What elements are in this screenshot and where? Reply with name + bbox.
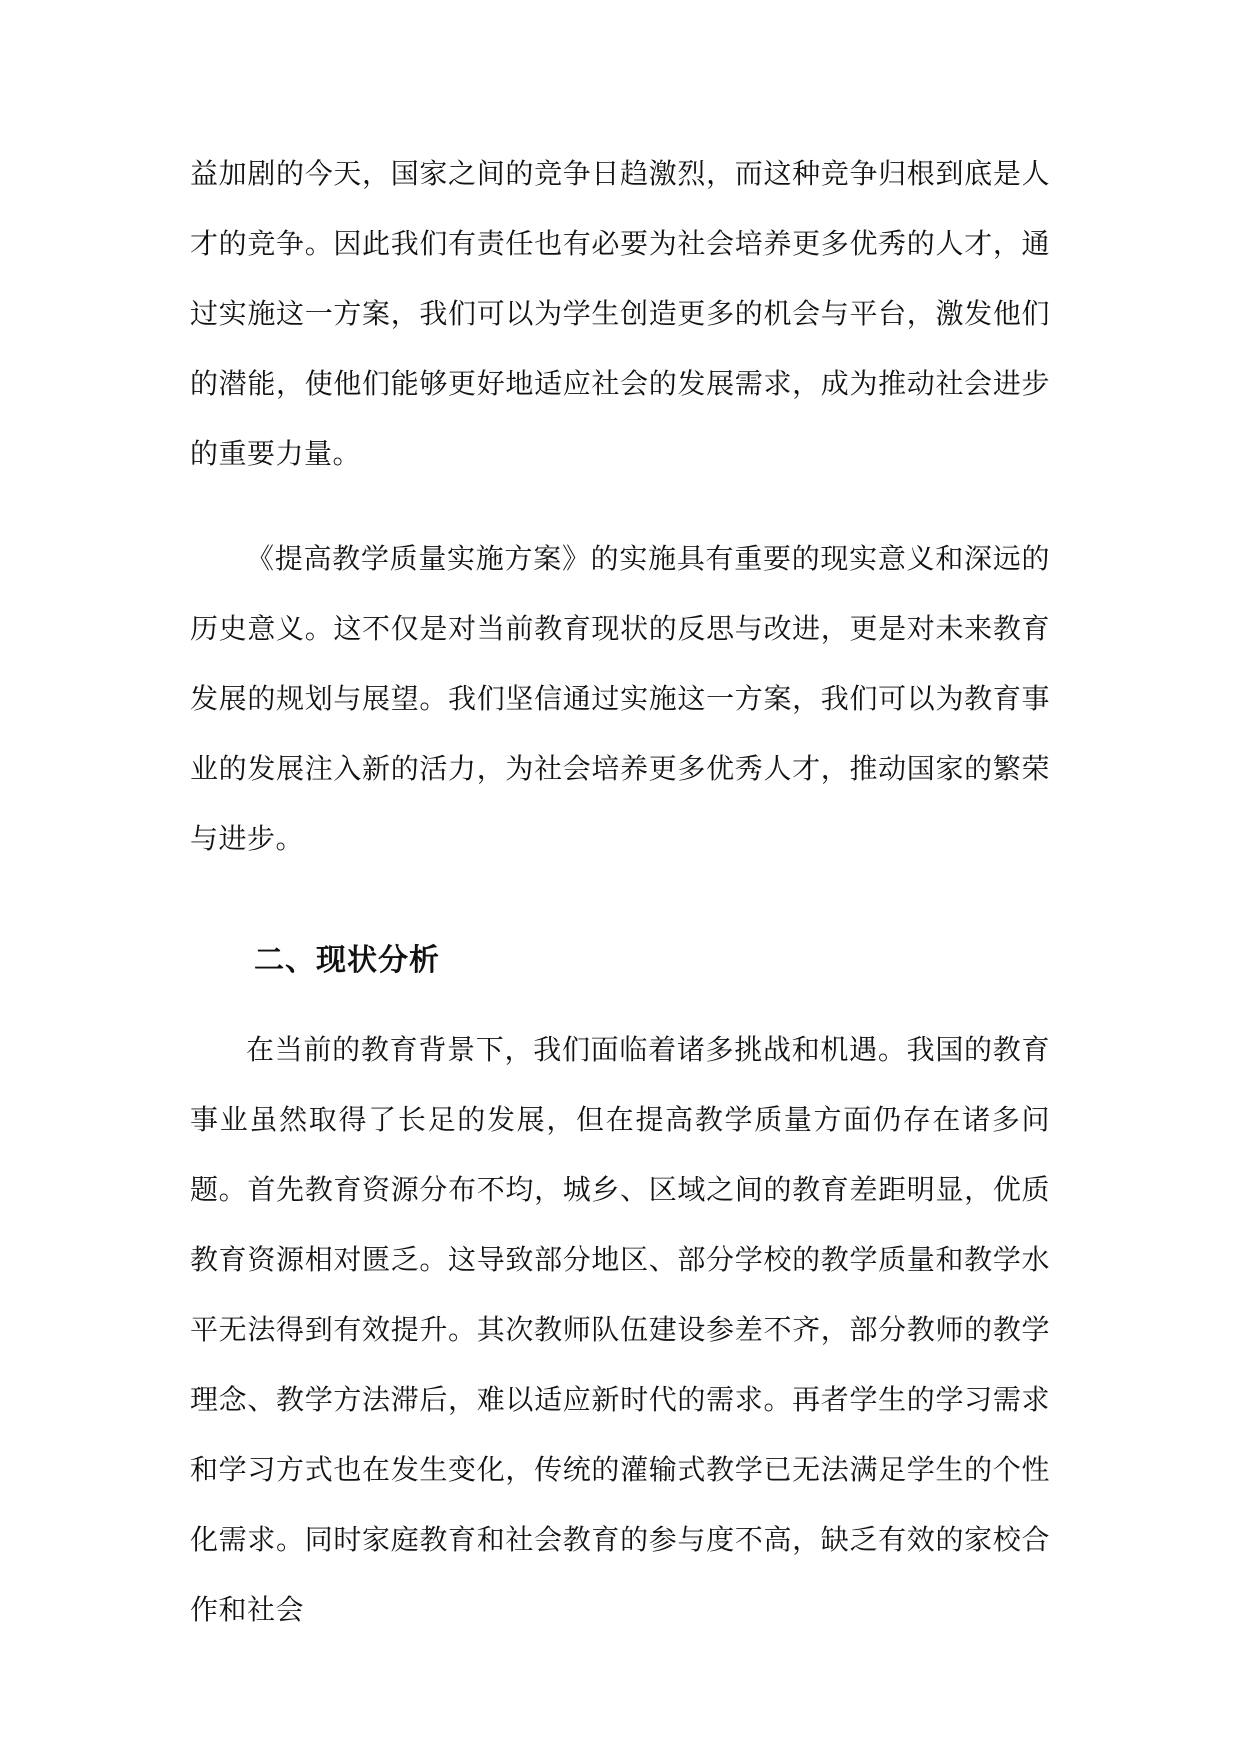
section-heading-status-analysis: 二、现状分析 bbox=[254, 943, 440, 978]
paragraph-continuation: 益加剧的今天，国家之间的竞争日趋激烈，而这种竞争归根到底是人才的竞争。因此我们有责任也有必要为社会培养更多优秀的人才，通过实施这一方案，我们可以为学生创造更多的机会与平台，激发他们的潜能，使他们能够更好地适应社会的发展需求，成为推动社会进步的重要力量。 bbox=[190, 157, 1050, 470]
paragraph-significance: 《提高教学质量实施方案》的实施具有重要的现实意义和深远的历史意义。这不仅是对当前教育现状的反思与改进，更是对未来教育发展的规划与展望。我们坚信通过实施这一方案，我们可以为教育事业的发展注入新的活力，为社会培养更多优秀人才，推动国家的繁荣与进步。 bbox=[190, 542, 1050, 855]
paragraph-status-analysis: 在当前的教育背景下，我们面临着诸多挑战和机遇。我国的教育事业虽然取得了长足的发展，但在提高教学质量方面仍存在诸多问题。首先教育资源分布不均，城乡、区域之间的教育差距明显，优质教育资源相对匮乏。这导致部分地区、部分学校的教学质量和教学水平无法得到有效提升。其次教师队伍建设参差不齐，部分教师的教学理念、教学方法滞后，难以适应新时代的需求。再者学生的学习需求和学习方式也在发生变化，传统的灌输式教学已无法满足学生的个性化需求。同时家庭教育和社会教育的参与度不高，缺乏有效的家校合作和社会 bbox=[190, 1033, 1050, 1626]
